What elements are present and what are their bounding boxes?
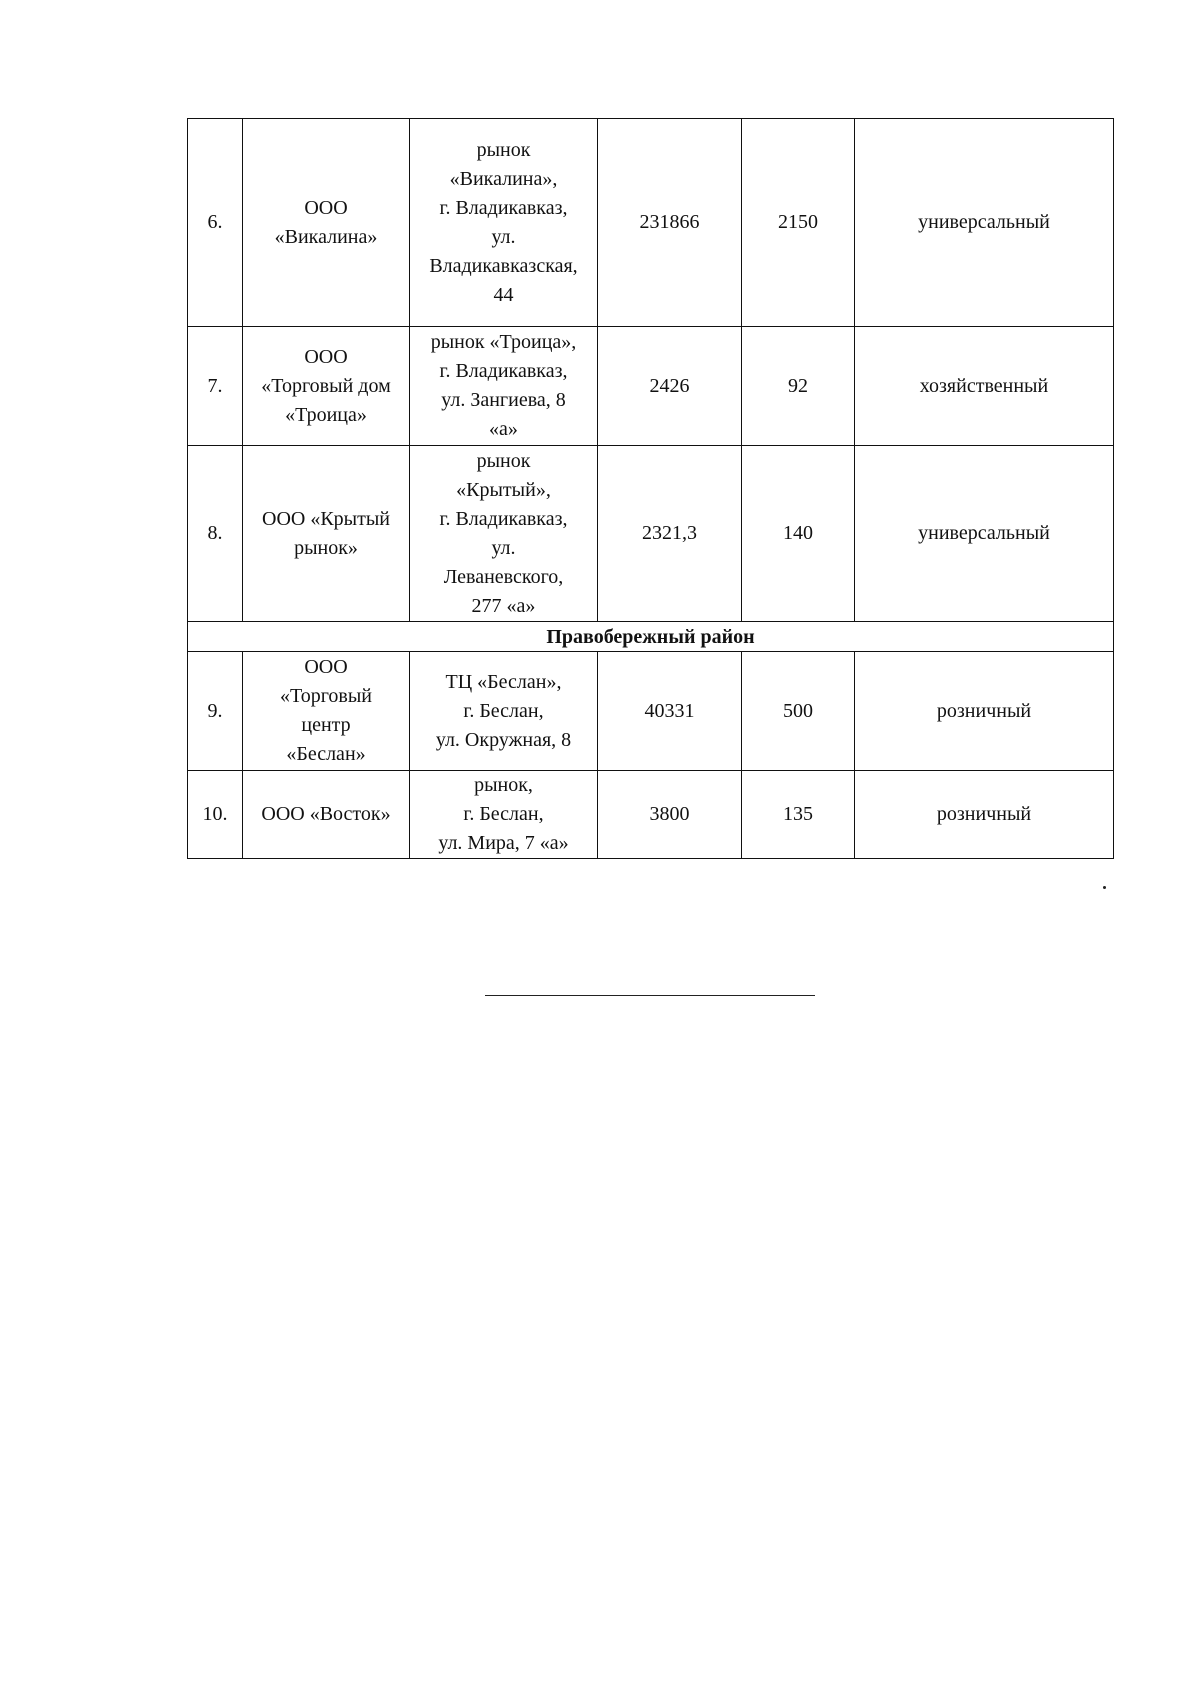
organization-name: ООО «Крытый рынок» [243,446,410,622]
section-header-row [188,622,1114,652]
section-title: Правобережный район [188,622,1114,652]
area-value: 2321,3 [598,446,742,622]
market-address: рынок, г. Беслан, ул. Мира, 7 «а» [410,771,598,859]
market-address: рынок «Викалина», г. Владикавказ, ул. Владикавказская, 44 [410,119,598,327]
area-value: 40331 [598,652,742,771]
market-address: рынок «Крытый», г. Владикавказ, ул. Леваневского, 277 «а» [410,446,598,622]
markets-table [187,118,1114,859]
market-address: ТЦ «Беслан», г. Беслан, ул. Окружная, 8 [410,652,598,771]
places-count: 2150 [742,119,855,327]
row-number: 9. [188,652,243,771]
market-type: розничный [855,771,1114,859]
places-count: 92 [742,327,855,446]
table-row [188,652,1114,771]
area-value: 3800 [598,771,742,859]
table-row [188,119,1114,327]
organization-name: ООО «Торговый дом «Троица» [243,327,410,446]
places-count: 135 [742,771,855,859]
area-value: 2426 [598,327,742,446]
organization-name: ООО «Викалина» [243,119,410,327]
market-type: универсальный [855,119,1114,327]
row-number: 8. [188,446,243,622]
table-row [188,771,1114,859]
table-row [188,327,1114,446]
row-number: 10. [188,771,243,859]
market-address: рынок «Троица», г. Владикавказ, ул. Зангиева, 8 «а» [410,327,598,446]
market-type: хозяйственный [855,327,1114,446]
row-number: 6. [188,119,243,327]
market-type: универсальный [855,446,1114,622]
table-row [188,446,1114,622]
market-type: розничный [855,652,1114,771]
area-value: 231866 [598,119,742,327]
scan-dot [1103,886,1106,889]
organization-name: ООО «Восток» [243,771,410,859]
row-number: 7. [188,327,243,446]
places-count: 140 [742,446,855,622]
places-count: 500 [742,652,855,771]
organization-name: ООО «Торговый центр «Беслан» [243,652,410,771]
end-of-document-rule [485,995,815,996]
